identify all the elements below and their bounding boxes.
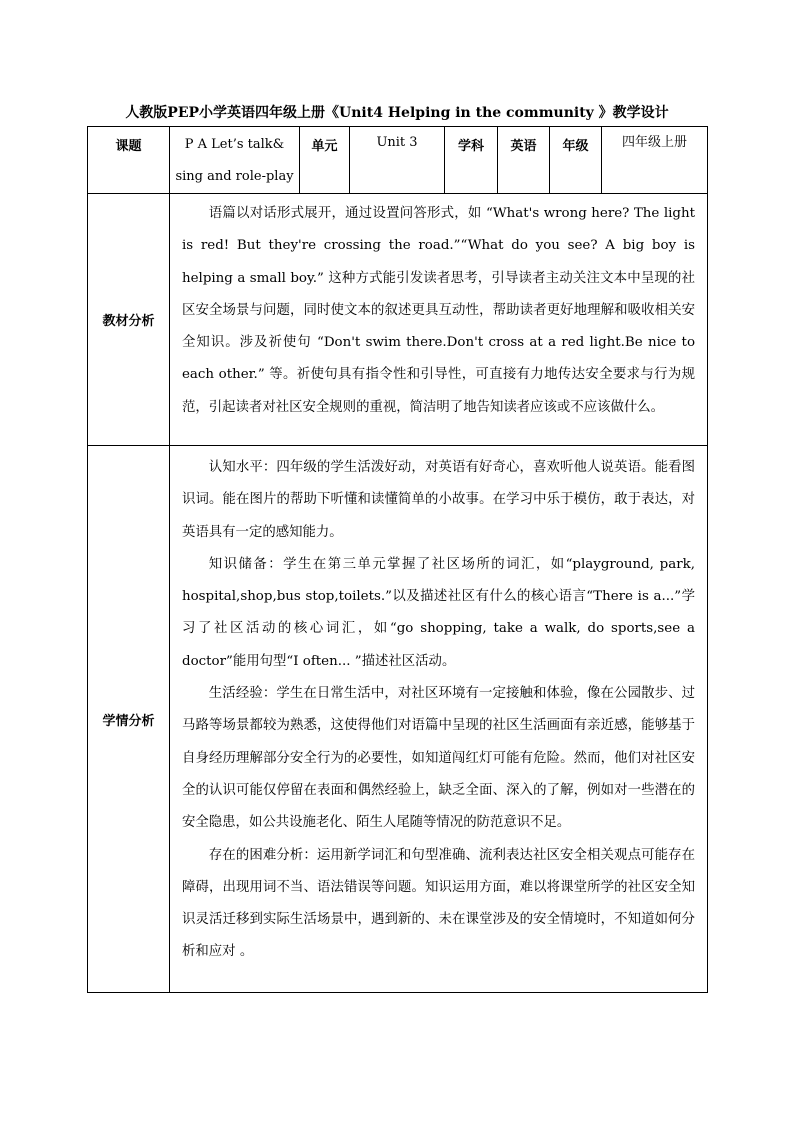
textbook-analysis-row	[88, 194, 708, 446]
unit-label: 单元	[300, 127, 350, 194]
grade-label: 年级	[550, 127, 602, 194]
document-title: 人教版PEP小学英语四年级上册《Unit4 Helping in the community 》教学设计	[125, 105, 669, 121]
student-analysis-label: 学情分析	[88, 446, 170, 993]
subject-label: 学科	[445, 127, 498, 194]
student-analysis-paragraph: 知识储备：学生在第三单元掌握了社区场所的词汇，如“playground, park, hospital,shop,bus stop,toilets.”以及描述社区有什么的核心语言“There is a...”学习了社区活动的核心词汇，如“go shopping, take a walk, do sports,see a doctor”能用句型“I often... ”描述社区活动。	[182, 556, 695, 669]
textbook-analysis-content	[170, 194, 708, 446]
grade-value: 四年级上册	[602, 127, 708, 194]
header-row	[88, 127, 708, 194]
lesson-plan-table	[87, 126, 708, 993]
textbook-analysis-label: 教材分析	[88, 194, 170, 446]
textbook-analysis-paragraph: 语篇以对话形式展开，通过设置问答形式，如 “What's wrong here? The light is red! But they're crossing the road.”“What do you see? A big boy is helping a small boy.” 这种方式能引发读者思考，引导读者主动关注文本中呈现的社区安全场景与问题，同时使文本的叙述更具互动性，帮助读者更好地理解和吸收相关安全知识。涉及祈使句 “Don't swim there.Don't cross at a red light.Be nice to each other.” 等。祈使句具有指令性和引导性，可直接有力地传达安全要求与行为规范，引起读者对社区安全规则的重视，简洁明了地告知读者应该或不应该做什么。	[182, 206, 695, 415]
topic-value: P A Let’s talk& sing and role-play	[170, 127, 300, 194]
unit-value: Unit 3	[350, 127, 445, 194]
topic-label: 课题	[88, 127, 170, 194]
student-analysis-paragraph: 认知水平：四年级的学生活泼好动，对英语有好奇心，喜欢听他人说英语。能看图识词。能在图片的帮助下听懂和读懂简单的小故事。在学习中乐于模仿，敢于表达，对英语具有一定的感知能力。	[182, 460, 695, 540]
subject-value: 英语	[498, 127, 550, 194]
student-analysis-content	[170, 446, 708, 993]
student-analysis-paragraph: 存在的困难分析：运用新学词汇和句型准确、流利表达社区安全相关观点可能存在障碍，出现用词不当、语法错误等问题。知识运用方面，难以将课堂所学的社区安全知识灵活迁移到实际生活场景中，遇到新的、未在课堂涉及的安全情境时，不知道如何分析和应对 。	[182, 847, 695, 960]
student-analysis-paragraph: 生活经验：学生在日常生活中，对社区环境有一定接触和体验，像在公园散步、过马路等场景都较为熟悉，这使得他们对语篇中呈现的社区生活画面有亲近感，能够基于自身经历理解部分安全行为的必要性，如知道闯红灯可能有危险。然而，他们对社区安全的认识可能仅停留在表面和偶然经验上，缺乏全面、深入的了解，例如对一些潜在的安全隐患，如公共设施老化、陌生人尾随等情况的防范意识不足。	[182, 686, 695, 831]
student-analysis-row	[88, 446, 708, 993]
